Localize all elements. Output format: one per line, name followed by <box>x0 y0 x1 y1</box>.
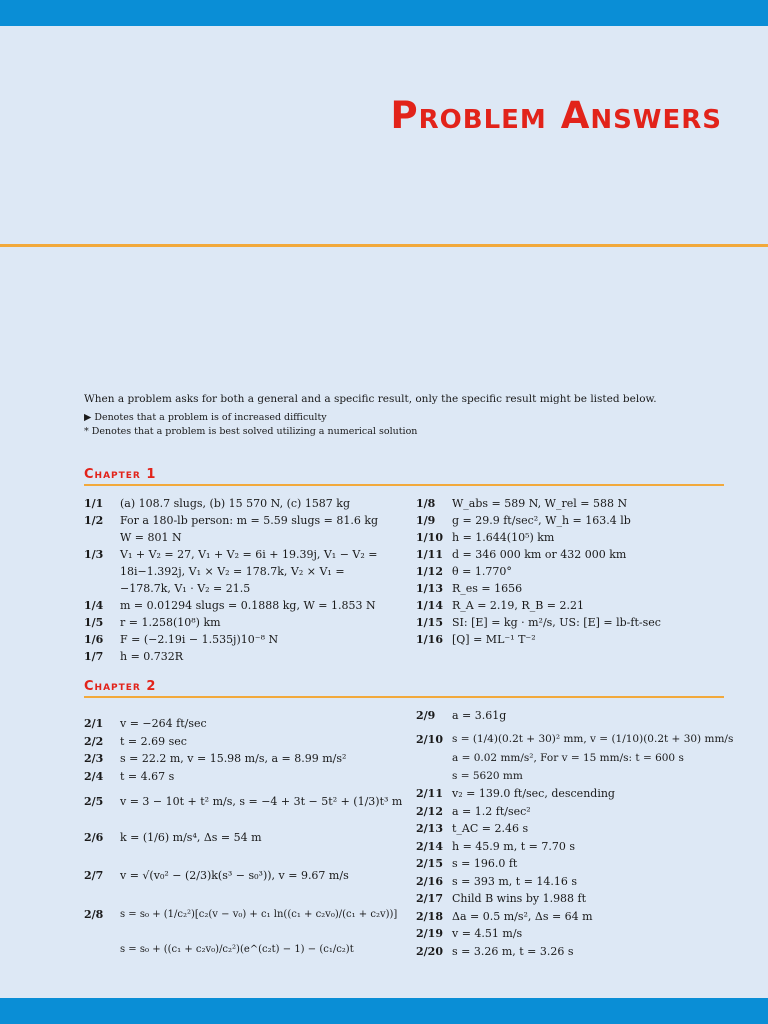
answer-line: W_abs = 589 N, W_rel = 588 N <box>452 497 628 510</box>
answer-line: F = (−2.19i − 1.535j)10⁻⁸ N <box>120 633 279 646</box>
answer-text <box>120 631 399 648</box>
answer-text <box>120 793 402 811</box>
answer-row <box>84 512 399 546</box>
answer-line: [Q] = ML⁻¹ T⁻² <box>452 633 536 646</box>
difficulty-note: ▶ Denotes that a problem is of increased difficulty <box>84 412 327 423</box>
answer-text <box>120 906 399 959</box>
answer-text <box>452 512 726 529</box>
answer-column-right <box>416 707 734 960</box>
answer-line: s = s₀ + (1/c₂²)[c₂(v − v₀) + c₁ ln((c₁ + c₂v₀)/(c₁ + c₂v))] <box>120 908 398 920</box>
answer-line: s = 3.26 m, t = 3.26 s <box>452 944 574 958</box>
answer-line: V₁ + V₂ = 27, V₁ + V₂ = 6i + 19.39j, V₁ − V₂ = <box>120 548 378 561</box>
answer-row <box>416 803 726 821</box>
answer-line: s = 22.2 m, v = 15.98 m/s, a = 8.99 m/s² <box>120 752 347 765</box>
answer-text <box>120 715 399 733</box>
problem-number: 1/2 <box>84 514 104 527</box>
answer-line: s = 196.0 ft <box>452 857 518 870</box>
answer-line: t_AC = 2.46 s <box>452 822 529 835</box>
problem-number: 1/6 <box>84 633 104 646</box>
answer-row <box>416 614 726 631</box>
answer-line: R_es = 1656 <box>452 582 523 595</box>
answer-line: v = √(v₀² − (2/3)k(s³ − s₀³)), v = 9.67 m/s <box>120 869 349 882</box>
problem-number: 2/8 <box>84 907 104 921</box>
answer-row <box>84 631 399 648</box>
answer-text <box>452 495 726 512</box>
answer-text <box>452 707 726 725</box>
answer-column-left <box>84 495 399 665</box>
answer-text <box>452 580 726 597</box>
answer-row <box>416 546 726 563</box>
answer-line: h = 45.9 m, t = 7.70 s <box>452 839 575 853</box>
problem-number: 1/9 <box>416 514 436 527</box>
answer-row <box>416 943 726 961</box>
problem-number: 2/20 <box>416 944 443 958</box>
problem-number: 2/2 <box>84 734 104 748</box>
answer-text <box>120 750 399 768</box>
problem-number: 1/10 <box>416 531 443 544</box>
answer-line: a = 0.02 mm/s², For v = 15 mm/s: t = 600 s <box>452 752 684 764</box>
problem-number: 1/5 <box>84 616 104 629</box>
legend-notes <box>84 411 734 438</box>
answer-row <box>416 731 734 786</box>
answer-row <box>84 867 399 885</box>
problem-number: 2/4 <box>84 769 104 783</box>
answer-text <box>452 785 726 803</box>
problem-number: 2/5 <box>84 795 104 808</box>
problem-number: 1/14 <box>416 599 443 612</box>
problem-number: 2/14 <box>416 839 443 853</box>
answer-row <box>84 906 399 959</box>
problem-number: 2/10 <box>416 732 443 746</box>
problem-number: 2/17 <box>416 892 443 905</box>
answer-line: a = 1.2 ft/sec² <box>452 804 531 818</box>
answer-line: 18i−1.392j, V₁ × V₂ = 178.7k, V₂ × V₁ = <box>120 565 345 578</box>
answer-line: Δa = 0.5 m/s², Δs = 64 m <box>452 909 593 923</box>
answer-line: Child B wins by 1.988 ft <box>452 892 587 905</box>
answer-text <box>120 512 399 546</box>
intro-section <box>84 392 734 438</box>
answer-line: g = 29.9 ft/sec², W_h = 163.4 lb <box>452 514 631 527</box>
chapter-2-section <box>84 679 734 958</box>
answer-row <box>416 908 726 926</box>
answer-text <box>120 733 399 751</box>
answer-text <box>120 546 399 597</box>
answer-row <box>416 495 726 512</box>
answer-text <box>452 614 726 631</box>
answer-text <box>452 925 726 943</box>
problem-number: 2/16 <box>416 874 443 888</box>
answer-line: v = −264 ft/sec <box>120 717 207 730</box>
answer-line: s = (1/4)(0.2t + 30)² mm, v = (1/10)(0.2t + 30) mm/s <box>452 732 734 745</box>
answer-line: v = 4.51 m/s <box>452 927 523 940</box>
answer-row <box>84 793 403 811</box>
answer-row <box>84 648 399 665</box>
answer-line: θ = 1.770° <box>452 565 512 578</box>
answer-row <box>416 707 726 725</box>
answer-row <box>84 733 399 751</box>
problem-number: 1/11 <box>416 548 443 561</box>
answer-row <box>416 529 726 546</box>
answer-row <box>416 820 726 838</box>
top-color-bar <box>0 0 768 26</box>
answer-line: For a 180-lb person: m = 5.59 slugs = 81.6 kg <box>120 514 379 527</box>
answer-text <box>452 529 726 546</box>
page-title: Problem Answers <box>390 94 722 137</box>
answer-text <box>120 867 399 885</box>
bottom-color-bar <box>0 998 768 1024</box>
problem-number: 1/8 <box>416 497 436 510</box>
answer-line: h = 1.644(10⁵) km <box>452 531 555 544</box>
answer-line: a = 3.61g <box>452 709 507 722</box>
answer-row <box>416 890 726 908</box>
answer-line: t = 4.67 s <box>120 769 175 783</box>
answer-line: s = s₀ + ((c₁ + c₂v₀)/c₂²)(e^(c₂t) − 1) − (c₁/c₂)t <box>120 944 354 955</box>
answer-row <box>84 495 399 512</box>
answer-line: v = 3 − 10t + t² m/s, s = −4 + 3t − 5t² + (1/3)t³ m <box>120 795 403 808</box>
answer-text <box>452 563 726 580</box>
problem-number: 2/15 <box>416 857 443 870</box>
answer-row <box>416 512 726 529</box>
answer-row <box>416 563 726 580</box>
answer-row <box>84 546 399 597</box>
answer-text <box>120 829 399 847</box>
answer-column-right <box>416 495 726 648</box>
answer-text <box>452 631 726 648</box>
answer-row <box>416 785 726 803</box>
answer-row <box>84 614 399 631</box>
answer-row <box>84 829 399 847</box>
problem-number: 1/3 <box>84 548 104 561</box>
answer-line: h = 0.732R <box>120 650 184 663</box>
answer-line: t = 2.69 sec <box>120 734 187 748</box>
answer-text <box>452 908 726 926</box>
answer-text <box>452 803 726 821</box>
answer-line: v₂ = 139.0 ft/sec, descending <box>452 787 615 800</box>
answer-column-left <box>84 715 403 959</box>
answer-row <box>84 750 399 768</box>
problem-number: 2/11 <box>416 787 443 800</box>
problem-number: 1/7 <box>84 650 104 663</box>
answer-row <box>84 597 399 614</box>
answer-row <box>416 631 726 648</box>
answer-line: SI: [E] = kg · m²/s, US: [E] = lb-ft-sec <box>452 616 661 629</box>
problem-number: 1/16 <box>416 633 443 646</box>
answer-row <box>416 838 726 856</box>
answer-row <box>416 925 726 943</box>
problem-number: 1/13 <box>416 582 443 595</box>
answer-text <box>452 855 726 873</box>
intro-text: When a problem asks for both a general and a specific result, only the specific result might be listed below. <box>84 393 657 405</box>
answer-line: −178.7k, V₁ · V₂ = 21.5 <box>120 582 251 595</box>
answer-text <box>452 546 726 563</box>
problem-number: 2/1 <box>84 717 104 730</box>
answer-row <box>84 715 399 733</box>
problem-number: 2/7 <box>84 869 104 882</box>
answer-line: s = 5620 mm <box>452 769 523 782</box>
problem-number: 2/19 <box>416 927 443 940</box>
problem-number: 2/9 <box>416 709 436 722</box>
answer-text <box>120 648 399 665</box>
problem-number: 1/1 <box>84 497 104 510</box>
problem-number: 1/4 <box>84 599 104 612</box>
chapter-heading: Chapter 1 <box>84 467 724 486</box>
problem-number: 1/15 <box>416 616 443 629</box>
chapter-1-section <box>84 467 724 663</box>
answer-row <box>416 855 726 873</box>
answer-row <box>416 597 726 614</box>
answer-line: r = 1.258(10⁸) km <box>120 616 221 629</box>
problem-number: 2/6 <box>84 830 104 844</box>
answer-text <box>120 614 399 631</box>
answer-text <box>120 495 399 512</box>
title-divider <box>0 244 768 247</box>
answer-text <box>452 943 726 961</box>
chapter-heading: Chapter 2 <box>84 679 724 698</box>
answer-text <box>452 838 726 856</box>
answer-text <box>452 597 726 614</box>
answer-text <box>452 890 726 908</box>
problem-number: 2/3 <box>84 752 104 765</box>
numerical-note: * Denotes that a problem is best solved utilizing a numerical solution <box>84 425 418 437</box>
answer-line: m = 0.01294 slugs = 0.1888 kg, W = 1.853 N <box>120 599 376 612</box>
problem-number: 2/13 <box>416 822 443 835</box>
problem-number: 2/12 <box>416 804 443 818</box>
problem-number: 1/12 <box>416 565 443 578</box>
problem-number: 2/18 <box>416 909 443 923</box>
answer-text <box>452 820 726 838</box>
answer-line: s = 393 m, t = 14.16 s <box>452 874 578 888</box>
answer-line: d = 346 000 km or 432 000 km <box>452 548 627 561</box>
answer-line: k = (1/6) m/s⁴, Δs = 54 m <box>120 830 262 844</box>
answer-line: R_A = 2.19, R_B = 2.21 <box>452 599 584 612</box>
answer-text <box>452 873 726 891</box>
answer-text <box>120 768 399 786</box>
answer-row <box>84 768 399 786</box>
answer-text <box>452 731 733 786</box>
answer-line: W = 801 N <box>120 531 182 544</box>
answer-text <box>120 597 399 614</box>
answer-row <box>416 873 726 891</box>
answer-row <box>416 580 726 597</box>
answer-line: (a) 108.7 slugs, (b) 15 570 N, (c) 1587 kg <box>120 497 351 510</box>
